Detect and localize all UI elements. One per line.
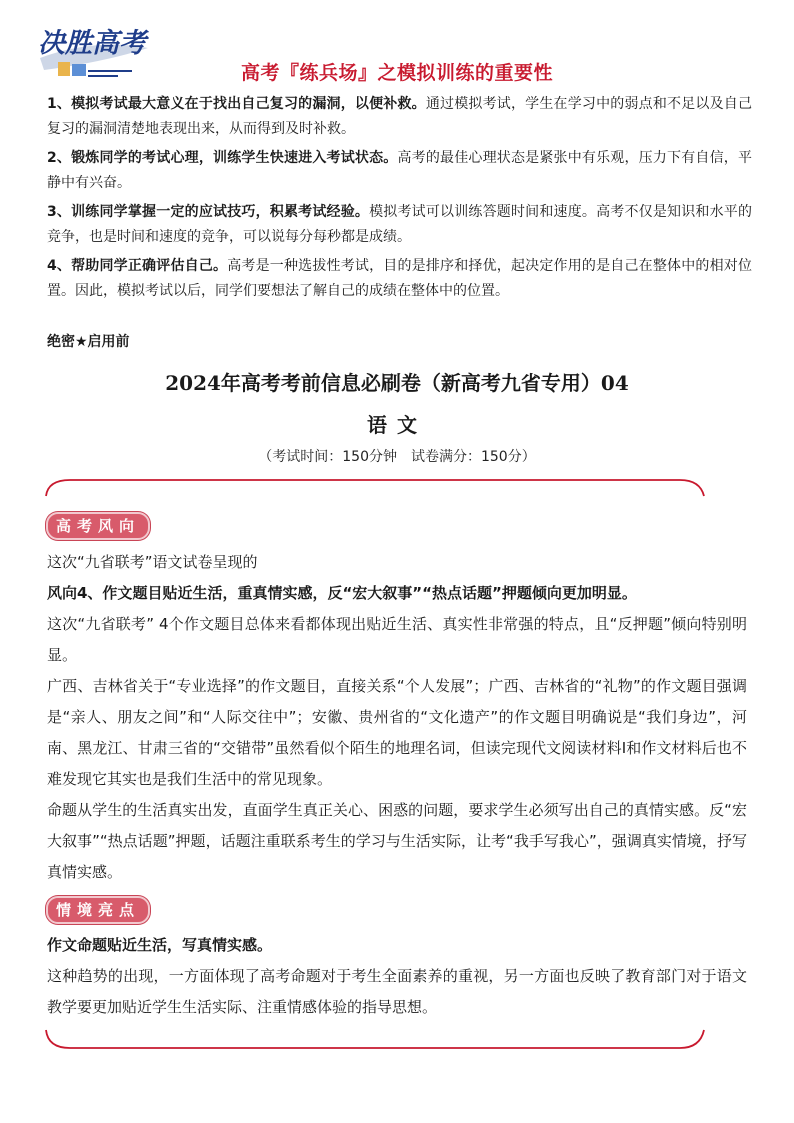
highlight-section-body — [47, 930, 747, 1023]
banner-title: 高考『练兵场』之模拟训练的重要性 — [240, 62, 553, 84]
intro-item: 4、帮助同学正确评估自己。高考是一种选拔性考试，目的是排序和择优，起决定作用的是自己在整体中的相对位置。因此，模拟考试以后，同学们要想法了解自己的成绩在整体中的位置。 — [47, 258, 752, 299]
secret-label: 绝密★启用前 — [47, 334, 130, 350]
trend-section-body — [47, 547, 747, 888]
exam-info: （考试时间：150分钟 试卷满分：150分） — [258, 449, 536, 465]
paragraph: 命题从学生的生活真实出发，直面学生真正关心、困惑的问题，要求学生必须写出自己的真情实感。反“宏大叙事”“热点话题”押题，话题注重联系考生的学习与生活实际，让考“我手写我心”，强调真实情境，抒写真情实感。 — [47, 801, 747, 881]
paragraph-heading: 作文命题贴近生活，写真情实感。 — [47, 936, 273, 954]
subject-title: 语文 — [367, 413, 427, 437]
paragraph: 这次“九省联考”语文试卷呈现的 — [47, 553, 258, 571]
intro-item: 2、锻炼同学的考试心理，训练学生快速进入考试状态。高考的最佳心理状态是紧张中有乐观，压力下有自信，平静中有兴奋。 — [47, 150, 752, 191]
section-tag-trend: 高考风向 — [46, 512, 150, 540]
paragraph: 广西、吉林省关于“专业选择”的作文题目，直接关系“个人发展”；广西、吉林省的“礼物”的作文题目强调是“亲人、朋友之间”和“人际交往中”；安徽、贵州省的“文化遗产”的作文题目明确说是“我们身边”，河南、黑龙江、甘肃三省的“交错带”虽然看似个陌生的地理名词，但读完现代文阅读材料Ⅰ和作文材料后也不难发现它其实也是我们生活中的常见现象。 — [47, 677, 747, 788]
paragraph: 这种趋势的出现，一方面体现了高考命题对于考生全面素养的重视，另一方面也反映了教育部门对于语文教学要更加贴近学生生活实际、注重情感体验的指导思想。 — [47, 967, 747, 1016]
intro-item: 3、训练同学掌握一定的应试技巧，积累考试经验。模拟考试可以训练答题时间和速度。高考不仅是知识和水平的竞争，也是时间和速度的竞争，可以说每分每秒都是成绩。 — [47, 204, 753, 245]
logo-text: 决胜高考 — [38, 28, 146, 59]
paragraph-heading: 风向4、作文题目贴近生活，重真情实感，反“宏大叙事”“热点话题”押题倾向更加明显。 — [47, 584, 637, 602]
intro-item: 1、模拟考试最大意义在于找出自己复习的漏洞，以便补救。通过模拟考试，学生在学习中的弱点和不足以及自己复习的漏洞清楚地表现出来，从而得到及时补救。 — [47, 96, 752, 137]
section-tag-highlight: 情境亮点 — [46, 896, 150, 924]
exam-title: 2024年高考考前信息必刷卷（新高考九省专用）04 — [165, 371, 629, 395]
intro-section — [47, 92, 752, 308]
paragraph: 这次“九省联考” 4个作文题目总体来看都体现出贴近生活、真实性非常强的特点，且“反押题”倾向特别明显。 — [47, 615, 747, 664]
